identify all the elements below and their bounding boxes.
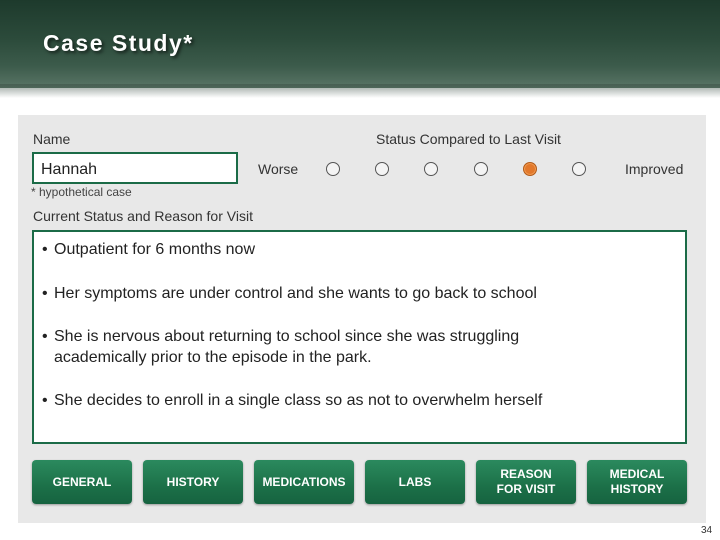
status-radio-6[interactable] [572, 162, 586, 176]
medications-button[interactable]: MEDICATIONS [254, 460, 354, 504]
status-label: Status Compared to Last Visit [376, 131, 561, 147]
status-radio-4[interactable] [474, 162, 488, 176]
bullet-dot: • [42, 285, 48, 302]
scale-worse-label: Worse [258, 161, 299, 177]
status-radio-2[interactable] [375, 162, 389, 176]
name-field[interactable]: Hannah [32, 152, 238, 184]
name-label: Name [33, 131, 71, 147]
header-shadow [0, 84, 720, 98]
bullet-text: Her symptoms are under control and she wants to go back to school [54, 285, 537, 302]
reason-for-visit-button[interactable]: REASON FOR VISIT [476, 460, 576, 504]
page-number: 34 [701, 525, 713, 536]
bullet-dot: • [42, 392, 48, 409]
status-radio-3[interactable] [424, 162, 438, 176]
bullet-item [42, 283, 614, 304]
history-button[interactable]: HISTORY [143, 460, 243, 504]
bullet-item [42, 390, 614, 411]
labs-button[interactable]: LABS [365, 460, 465, 504]
page-title: Case Study* [43, 30, 194, 56]
bullet-dot: • [42, 328, 48, 345]
status-radio-1[interactable] [326, 162, 340, 176]
reason-label: Current Status and Reason for Visit [33, 208, 253, 224]
status-radio-5[interactable] [523, 162, 537, 176]
bullet-text: She is nervous about returning to school since she was struggling academically prior to the episode in the park. [54, 328, 520, 366]
bullet-text: She decides to enroll in a single class so as not to overwhelm herself [54, 392, 543, 409]
bullet-item [42, 326, 614, 368]
medical-history-button[interactable]: MEDICAL HISTORY [587, 460, 687, 504]
scale-improved-label: Improved [625, 161, 684, 177]
bullet-text: Outpatient for 6 months now [54, 241, 255, 258]
bullet-dot: • [42, 241, 48, 258]
bullet-item [42, 239, 614, 260]
hypothetical-footnote: * hypothetical case [31, 185, 132, 199]
general-button[interactable]: GENERAL [32, 460, 132, 504]
